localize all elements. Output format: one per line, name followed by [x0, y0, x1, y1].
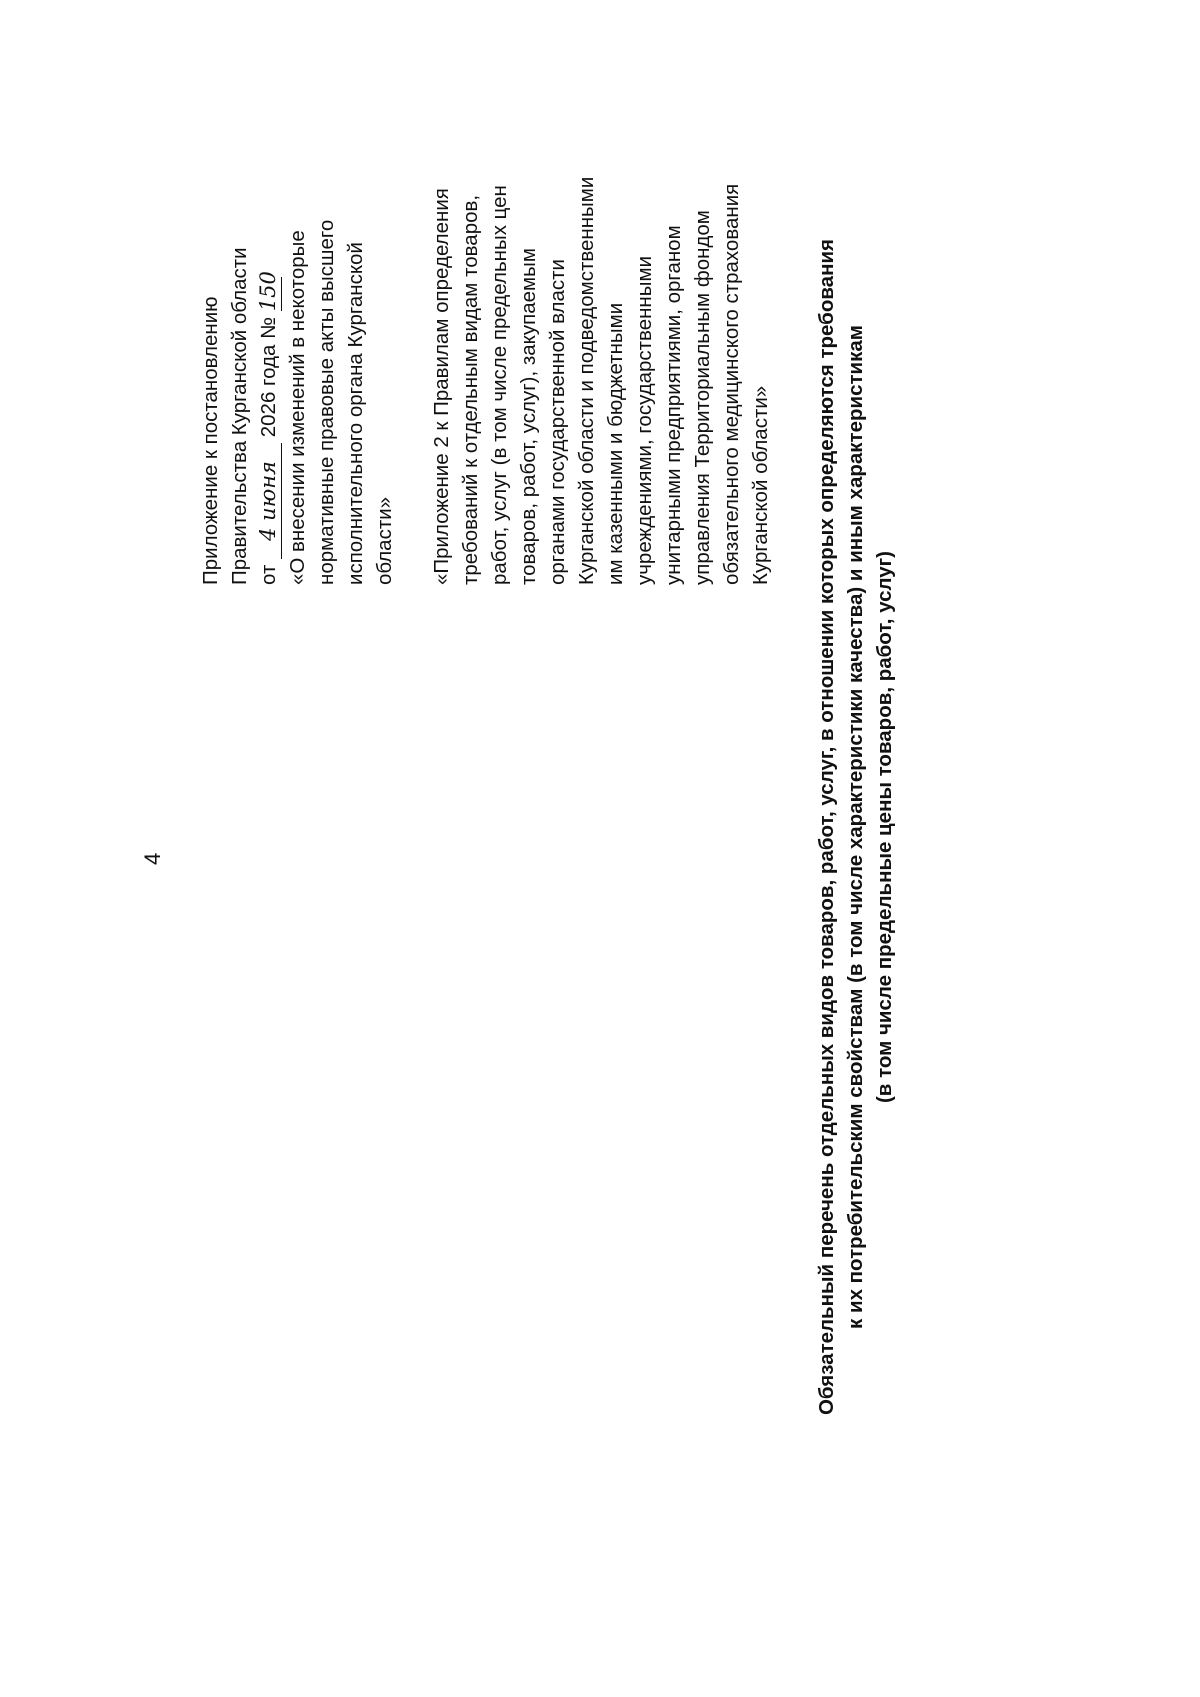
- appendix-line: Приложение к постановлению: [199, 296, 222, 585]
- rules-line: унитарными предприятиями, органом: [662, 225, 685, 585]
- appendix-line: области»: [373, 496, 396, 585]
- rules-line: им казенными и бюджетными: [604, 302, 627, 585]
- date-prefix: от: [257, 564, 280, 585]
- rules-line: требований к отдельным видам товаров,: [459, 194, 482, 585]
- appendix-header: [196, 65, 399, 585]
- rules-line: учреждениями, государственными: [633, 255, 656, 585]
- rules-reference: [427, 40, 775, 585]
- rules-line: «Приложение 2 к Правилам определения: [430, 188, 453, 585]
- rules-line: товаров, работ, услуг), закупаемым: [517, 248, 540, 585]
- rules-line: Курганской области»: [749, 385, 772, 585]
- heading-line: к их потребительским свойствам (в том числе характеристики качества) и иным характеристикам: [844, 325, 867, 1329]
- appendix-line: Правительства Курганской области: [228, 247, 251, 585]
- rules-line: работ, услуг (в том числе предельных цен: [488, 185, 511, 585]
- appendix-line: нормативные правовые акты высшего: [315, 219, 338, 585]
- appendix-line: исполнительного органа Курганской: [344, 242, 367, 585]
- heading-line: (в том числе предельные цены товаров, работ, услуг): [873, 550, 896, 1104]
- heading-line: Обязательный перечень отдельных видов товаров, работ, услуг, в отношении которых определяются требования: [815, 238, 838, 1416]
- appendix-line: «О внесении изменений в некоторые: [286, 230, 309, 585]
- rules-line: органами государственной власти: [546, 259, 569, 585]
- rules-line: управления Территориальным фондом: [691, 210, 714, 585]
- rules-line: обязательного медицинского страхования: [720, 183, 743, 585]
- appendix-date-line: [254, 65, 283, 585]
- rules-line: Курганской области и подведомственными: [575, 176, 598, 585]
- handwritten-date: 4 июня: [255, 443, 282, 559]
- document-heading: [812, 27, 899, 1627]
- handwritten-number: 150: [256, 271, 280, 312]
- page-number: 4: [140, 852, 165, 865]
- date-year-label: 2026 года №: [257, 316, 280, 438]
